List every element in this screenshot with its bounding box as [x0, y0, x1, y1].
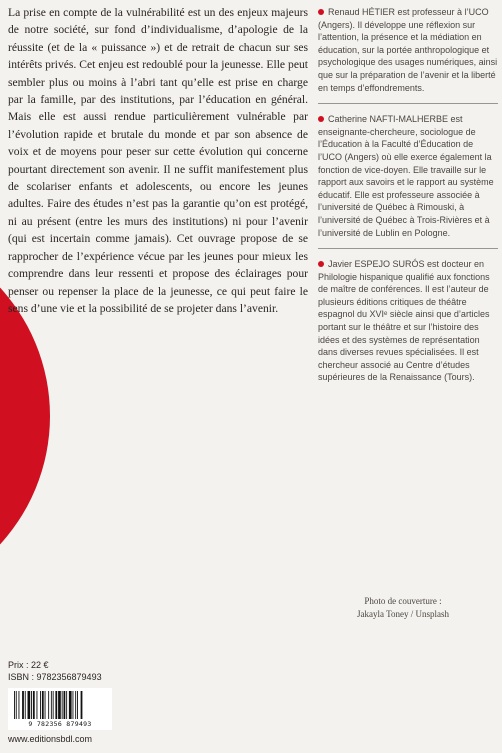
barcode-bar — [42, 691, 44, 719]
bullet-icon — [318, 116, 324, 122]
barcode-bars — [14, 691, 106, 719]
cover-photo-credit — [318, 595, 488, 621]
author-bio-text: Catherine NAFTI-MALHERBE est enseignante-chercheure, sociologue de l’Éducation à la Faculté d’Éducation de l’UCO (Angers) où elle exerce également la fonction de vice-doyen. Elle travaille sur le rapport aux savoirs et le rapport au système éducatif. Elle est professeure associée à l’université de Québec à Rimouski, à l’université de Québec à Trois-Rivières et à l’université de Lublin en Pologne. — [318, 114, 494, 238]
credit-author: Jakayla Toney / Unsplash — [357, 609, 449, 619]
bullet-icon — [318, 261, 324, 267]
barcode-bar — [75, 691, 76, 719]
barcode-bar — [53, 691, 54, 719]
barcode — [8, 688, 112, 730]
author-bio-text: Renaud HÉTIER est professeur à l’UCO (Angers). Il développe une réflexion sur l’attention, la présence et la médiation en éducation, sur la portée anthropologique et psychologique des usages numériques, ainsi que sur la préparation de l’avenir et la liberté en temps d’effondrements. — [318, 7, 498, 93]
barcode-bar — [40, 691, 41, 719]
author-bio-hetier — [318, 6, 498, 94]
isbn: ISBN : 9782356879493 — [8, 672, 102, 682]
back-cover-summary: La prise en compte de la vulnérabilité est un des enjeux majeurs de notre société, sur fond d’individualisme, d’apologie de la réussite (et de la « puissance ») et de retrait de chacun sur ses intérêts privés. Cet enjeu est redoublé pour la jeunesse. Elle peut sembler plus ou moins à l’abri tant qu’elle est prise en charge par la famille, par des institutions, par l’éducation en général. Mais elle est aussi rendue particulièrement vulnérable par l’évolution rapide et brutale du monde et par son absence de voix et de moyens pour peser sur cette évolution qui concerne pourtant directement son avenir. Il ne suffit manifestement plus de scolariser enfants et adolescents, ou encore les jeunes adultes. Faire des études n’est pas la garantie qu’on est protégé, ni au présent (entre les murs des institutions) ni pour l’avenir (qui est incertain comme jamais). Cet ouvrage propose de se rapprocher de l’expérience vécue par les jeunes pour mieux les comprendre dans leur ressenti et propose des éclairages pour penser ou repenser la place de la jeunesse, ce qui peut faire le sens d’une vie et la possibilité de se projeter dans l’avenir. — [8, 6, 308, 315]
barcode-bar — [25, 691, 26, 719]
price-isbn-block — [8, 659, 102, 683]
price: Prix : 22 € — [8, 660, 49, 670]
barcode-bar — [66, 691, 67, 719]
author-bio-nafti-malherbe — [318, 113, 498, 239]
credit-label: Photo de couverture : — [364, 596, 442, 606]
barcode-bar — [73, 691, 74, 719]
barcode-bar — [33, 691, 35, 719]
barcode-bar — [14, 691, 15, 719]
barcode-bar — [31, 691, 32, 719]
barcode-bar — [28, 691, 31, 719]
bullet-icon — [318, 9, 324, 15]
author-bio-text: Javier ESPEJO SURÓS est docteur en Philologie hispanique qualifié aux fonctions de maître de conférences. Il est l’auteur de plusieurs éditions critiques de théâtre espagnol du XVIᵉ siècle ainsi que d’articles portant sur le théâtre et sur l’histoire des idées et des systèmes de représentation dans diverses revues spécialisées. Il est chercheur associé au Centre d’études supérieures de la Renaissance (Tours). — [318, 259, 490, 383]
barcode-bar — [22, 691, 24, 719]
barcode-bar — [19, 691, 20, 719]
barcode-bar — [58, 691, 61, 719]
divider — [318, 248, 498, 249]
barcode-bar — [69, 691, 72, 719]
barcode-bar — [16, 691, 17, 719]
barcode-bar — [62, 691, 63, 719]
author-bio-espejo-suros — [318, 258, 498, 384]
barcode-bar — [48, 691, 49, 719]
publisher-website: www.editionsbdl.com — [8, 734, 93, 744]
barcode-bar — [45, 691, 46, 719]
barcode-bar — [77, 691, 78, 719]
barcode-bar — [51, 691, 52, 719]
author-bios — [318, 6, 498, 384]
barcode-bar — [64, 691, 66, 719]
barcode-bar — [37, 691, 38, 719]
barcode-bar — [81, 691, 83, 719]
divider — [318, 103, 498, 104]
barcode-bar — [55, 691, 57, 719]
barcode-digits: 9 782356 879493 — [28, 720, 92, 728]
